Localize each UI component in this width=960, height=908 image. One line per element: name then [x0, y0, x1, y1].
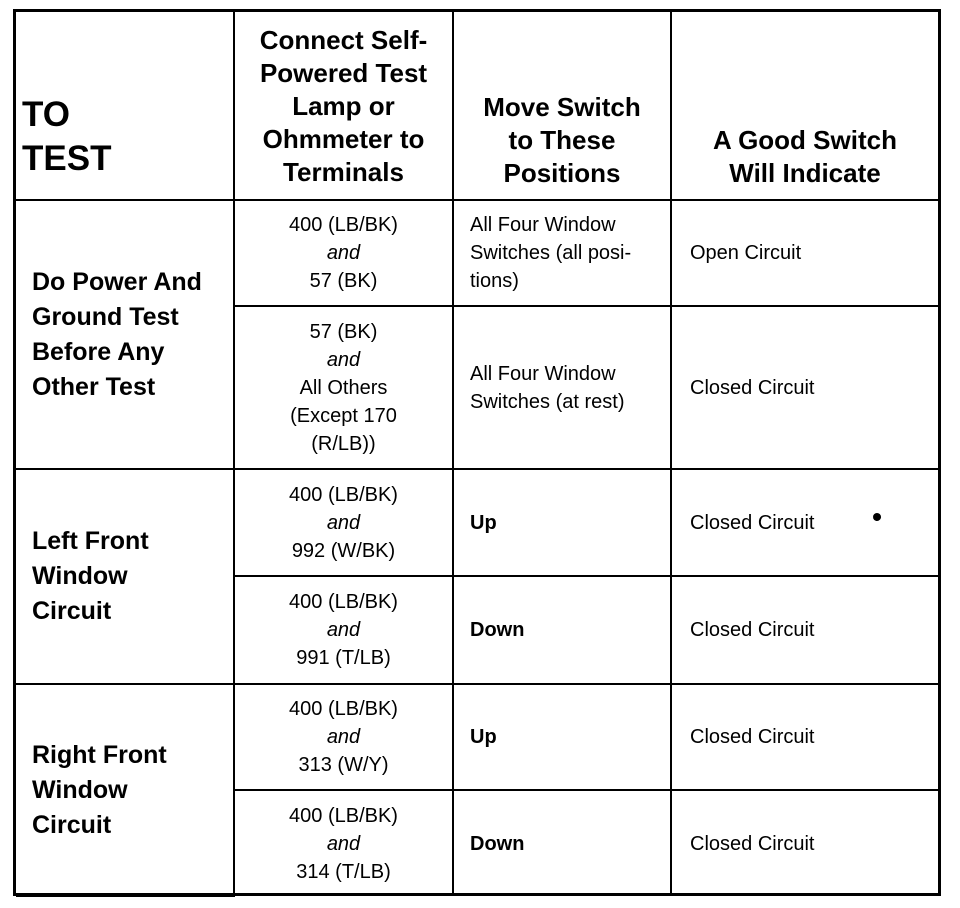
- indicate-cell: Closed Circuit: [671, 790, 938, 896]
- group-label-line: Ground Test: [32, 302, 179, 331]
- test-table: [16, 12, 938, 897]
- connect-header-line: Connect Self-: [259, 25, 428, 55]
- connect-header-line: Lamp or: [292, 91, 395, 121]
- group-label-line: Circuit: [32, 597, 112, 625]
- positions-cell: [453, 684, 671, 790]
- group-label-line: Other Test: [32, 372, 156, 401]
- move-header-line: Move Switch: [483, 92, 641, 122]
- position-text: All Four Window: [470, 214, 616, 236]
- and-text: and: [326, 348, 361, 371]
- terminal-text: 400 (LB/BK): [289, 214, 398, 236]
- group-label-line: Window: [32, 775, 128, 804]
- terminal-text: 57 (BK): [309, 270, 378, 292]
- table-row: [16, 684, 938, 790]
- indicate-cell: Closed Circuit: [671, 469, 938, 576]
- terminal-text: 400 (LB/BK): [289, 698, 398, 720]
- connect-header-line: Ohmmeter to: [262, 124, 425, 154]
- terminals-cell: [234, 576, 453, 684]
- group-label: [16, 469, 234, 684]
- switch-test-table: [13, 9, 941, 896]
- group-label-line: Do Power And: [32, 267, 202, 296]
- to-test-header: [16, 12, 234, 200]
- position-text: tions): [470, 270, 519, 292]
- and-text: and: [326, 832, 361, 855]
- table-row: [16, 200, 938, 306]
- indicate-cell: Closed Circuit: [671, 306, 938, 469]
- terminals-cell: [234, 790, 453, 896]
- good-header-line: Will Indicate: [729, 158, 881, 188]
- terminal-text: 313 (W/Y): [298, 754, 389, 776]
- positions-cell: [453, 469, 671, 576]
- terminal-text: 400 (LB/BK): [289, 591, 398, 613]
- good-header-line: A Good Switch: [713, 125, 897, 155]
- to-test-line: TEST: [22, 139, 112, 178]
- and-text: and: [326, 242, 361, 264]
- move-header-line: Positions: [503, 158, 621, 188]
- terminal-text: 400 (LB/BK): [289, 804, 398, 827]
- move-switch-header: [453, 12, 671, 200]
- and-text: and: [326, 619, 361, 641]
- group-label-line: Window: [32, 562, 128, 590]
- indicate-cell: Closed Circuit: [671, 576, 938, 684]
- header-row: [16, 12, 938, 200]
- terminal-text: All Others: [299, 376, 388, 399]
- position-text: Switches (all posi-: [470, 242, 632, 264]
- connect-header: [234, 12, 453, 200]
- position-text: Down: [470, 619, 525, 641]
- move-header-line: to These: [508, 125, 616, 155]
- position-text: Up: [470, 726, 497, 748]
- terminal-text: (Except 170: [290, 404, 397, 427]
- terminals-cell: [234, 306, 453, 469]
- terminal-text: 314 (T/LB): [296, 860, 391, 883]
- indicate-cell: Open Circuit: [671, 200, 938, 306]
- position-text: Up: [470, 511, 497, 534]
- terminal-text: 57 (BK): [309, 320, 378, 343]
- terminals-cell: [234, 200, 453, 306]
- positions-cell: [453, 790, 671, 896]
- to-test-line: TO: [22, 95, 70, 134]
- terminal-text: (R/LB)): [311, 432, 376, 455]
- and-text: and: [326, 726, 361, 748]
- group-label: [16, 684, 234, 896]
- terminal-text: 992 (W/BK): [291, 539, 396, 562]
- group-label: [16, 200, 234, 469]
- positions-cell: [453, 306, 671, 469]
- terminal-text: 400 (LB/BK): [289, 483, 398, 506]
- terminals-cell: [234, 469, 453, 576]
- position-text: Down: [470, 832, 525, 855]
- group-label-line: Right Front: [32, 740, 167, 769]
- table-row: [16, 469, 938, 576]
- indicate-cell: Closed Circuit: [671, 684, 938, 790]
- connect-header-line: Powered Test: [259, 58, 428, 88]
- good-switch-header: [671, 12, 938, 200]
- connect-header-line: Terminals: [283, 157, 404, 187]
- group-label-line: Circuit: [32, 810, 112, 839]
- positions-cell: [453, 200, 671, 306]
- terminal-text: 991 (T/LB): [296, 647, 391, 669]
- terminals-cell: [234, 684, 453, 790]
- group-label-line: Left Front: [32, 527, 149, 555]
- group-label-line: Before Any: [32, 337, 165, 366]
- position-text: All Four Window: [470, 362, 616, 385]
- position-text: Switches (at rest): [470, 390, 625, 413]
- and-text: and: [326, 511, 361, 534]
- positions-cell: [453, 576, 671, 684]
